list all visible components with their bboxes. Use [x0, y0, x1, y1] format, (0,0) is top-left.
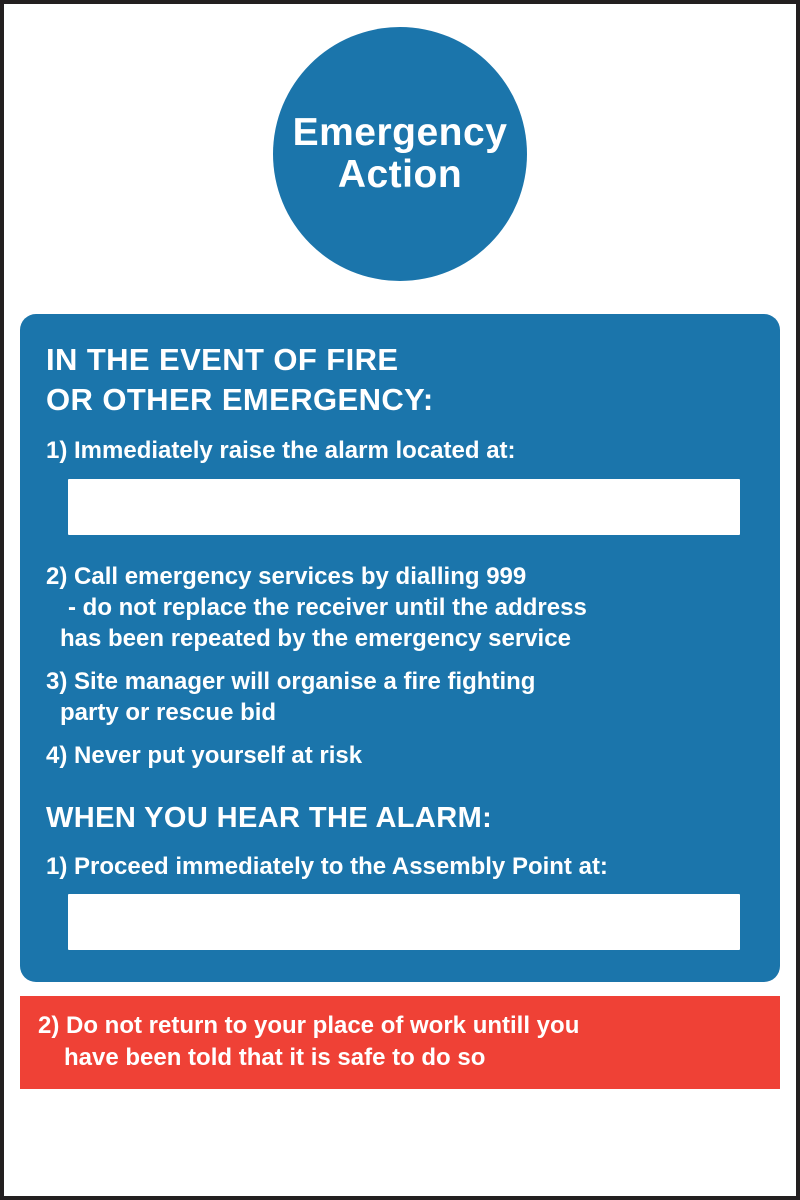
alarm-instruction-item-1-text: 1) Proceed immediately to the Assembly Point at: — [46, 852, 608, 880]
alarm-location-field[interactable] — [68, 479, 740, 535]
instruction-item-3-text: 3) Site manager will organise a fire fighting — [46, 668, 536, 696]
instruction-item-2-cont1: - do not replace the receiver until the address — [68, 593, 587, 621]
panel-heading-line1: IN THE EVENT OF FIRE — [46, 342, 399, 377]
instruction-item-1 — [46, 435, 758, 466]
instruction-item-4 — [46, 740, 758, 771]
instruction-item-2-cont2: has been repeated by the emergency service — [60, 624, 571, 652]
emergency-action-badge — [273, 27, 527, 281]
instruction-item-2 — [46, 561, 758, 655]
warning-footer — [20, 996, 780, 1089]
panel-heading — [46, 340, 758, 419]
instruction-item-3 — [46, 666, 758, 728]
instruction-item-3-cont1: party or rescue bid — [60, 699, 277, 727]
panel-heading-line2: OR OTHER EMERGENCY: — [46, 381, 434, 417]
badge-title-line1: Emergency — [292, 110, 508, 154]
instruction-item-1-text: 1) Immediately raise the alarm located at: — [46, 437, 516, 465]
assembly-point-field[interactable] — [68, 894, 740, 950]
instructions-panel — [20, 314, 780, 982]
alarm-instruction-item-1 — [46, 851, 758, 882]
alarm-subheading: WHEN YOU HEAR THE ALARM: — [46, 801, 493, 834]
warning-footer-line1: 2) Do not return to your place of work untill you — [38, 1011, 580, 1039]
badge-title-line2: Action — [337, 153, 463, 196]
instruction-item-4-text: 4) Never put yourself at risk — [46, 742, 363, 770]
warning-footer-line2: have been told that it is safe to do so — [64, 1043, 486, 1071]
instruction-item-2-text: 2) Call emergency services by dialling 999 — [46, 562, 527, 590]
sign-header — [4, 4, 796, 304]
